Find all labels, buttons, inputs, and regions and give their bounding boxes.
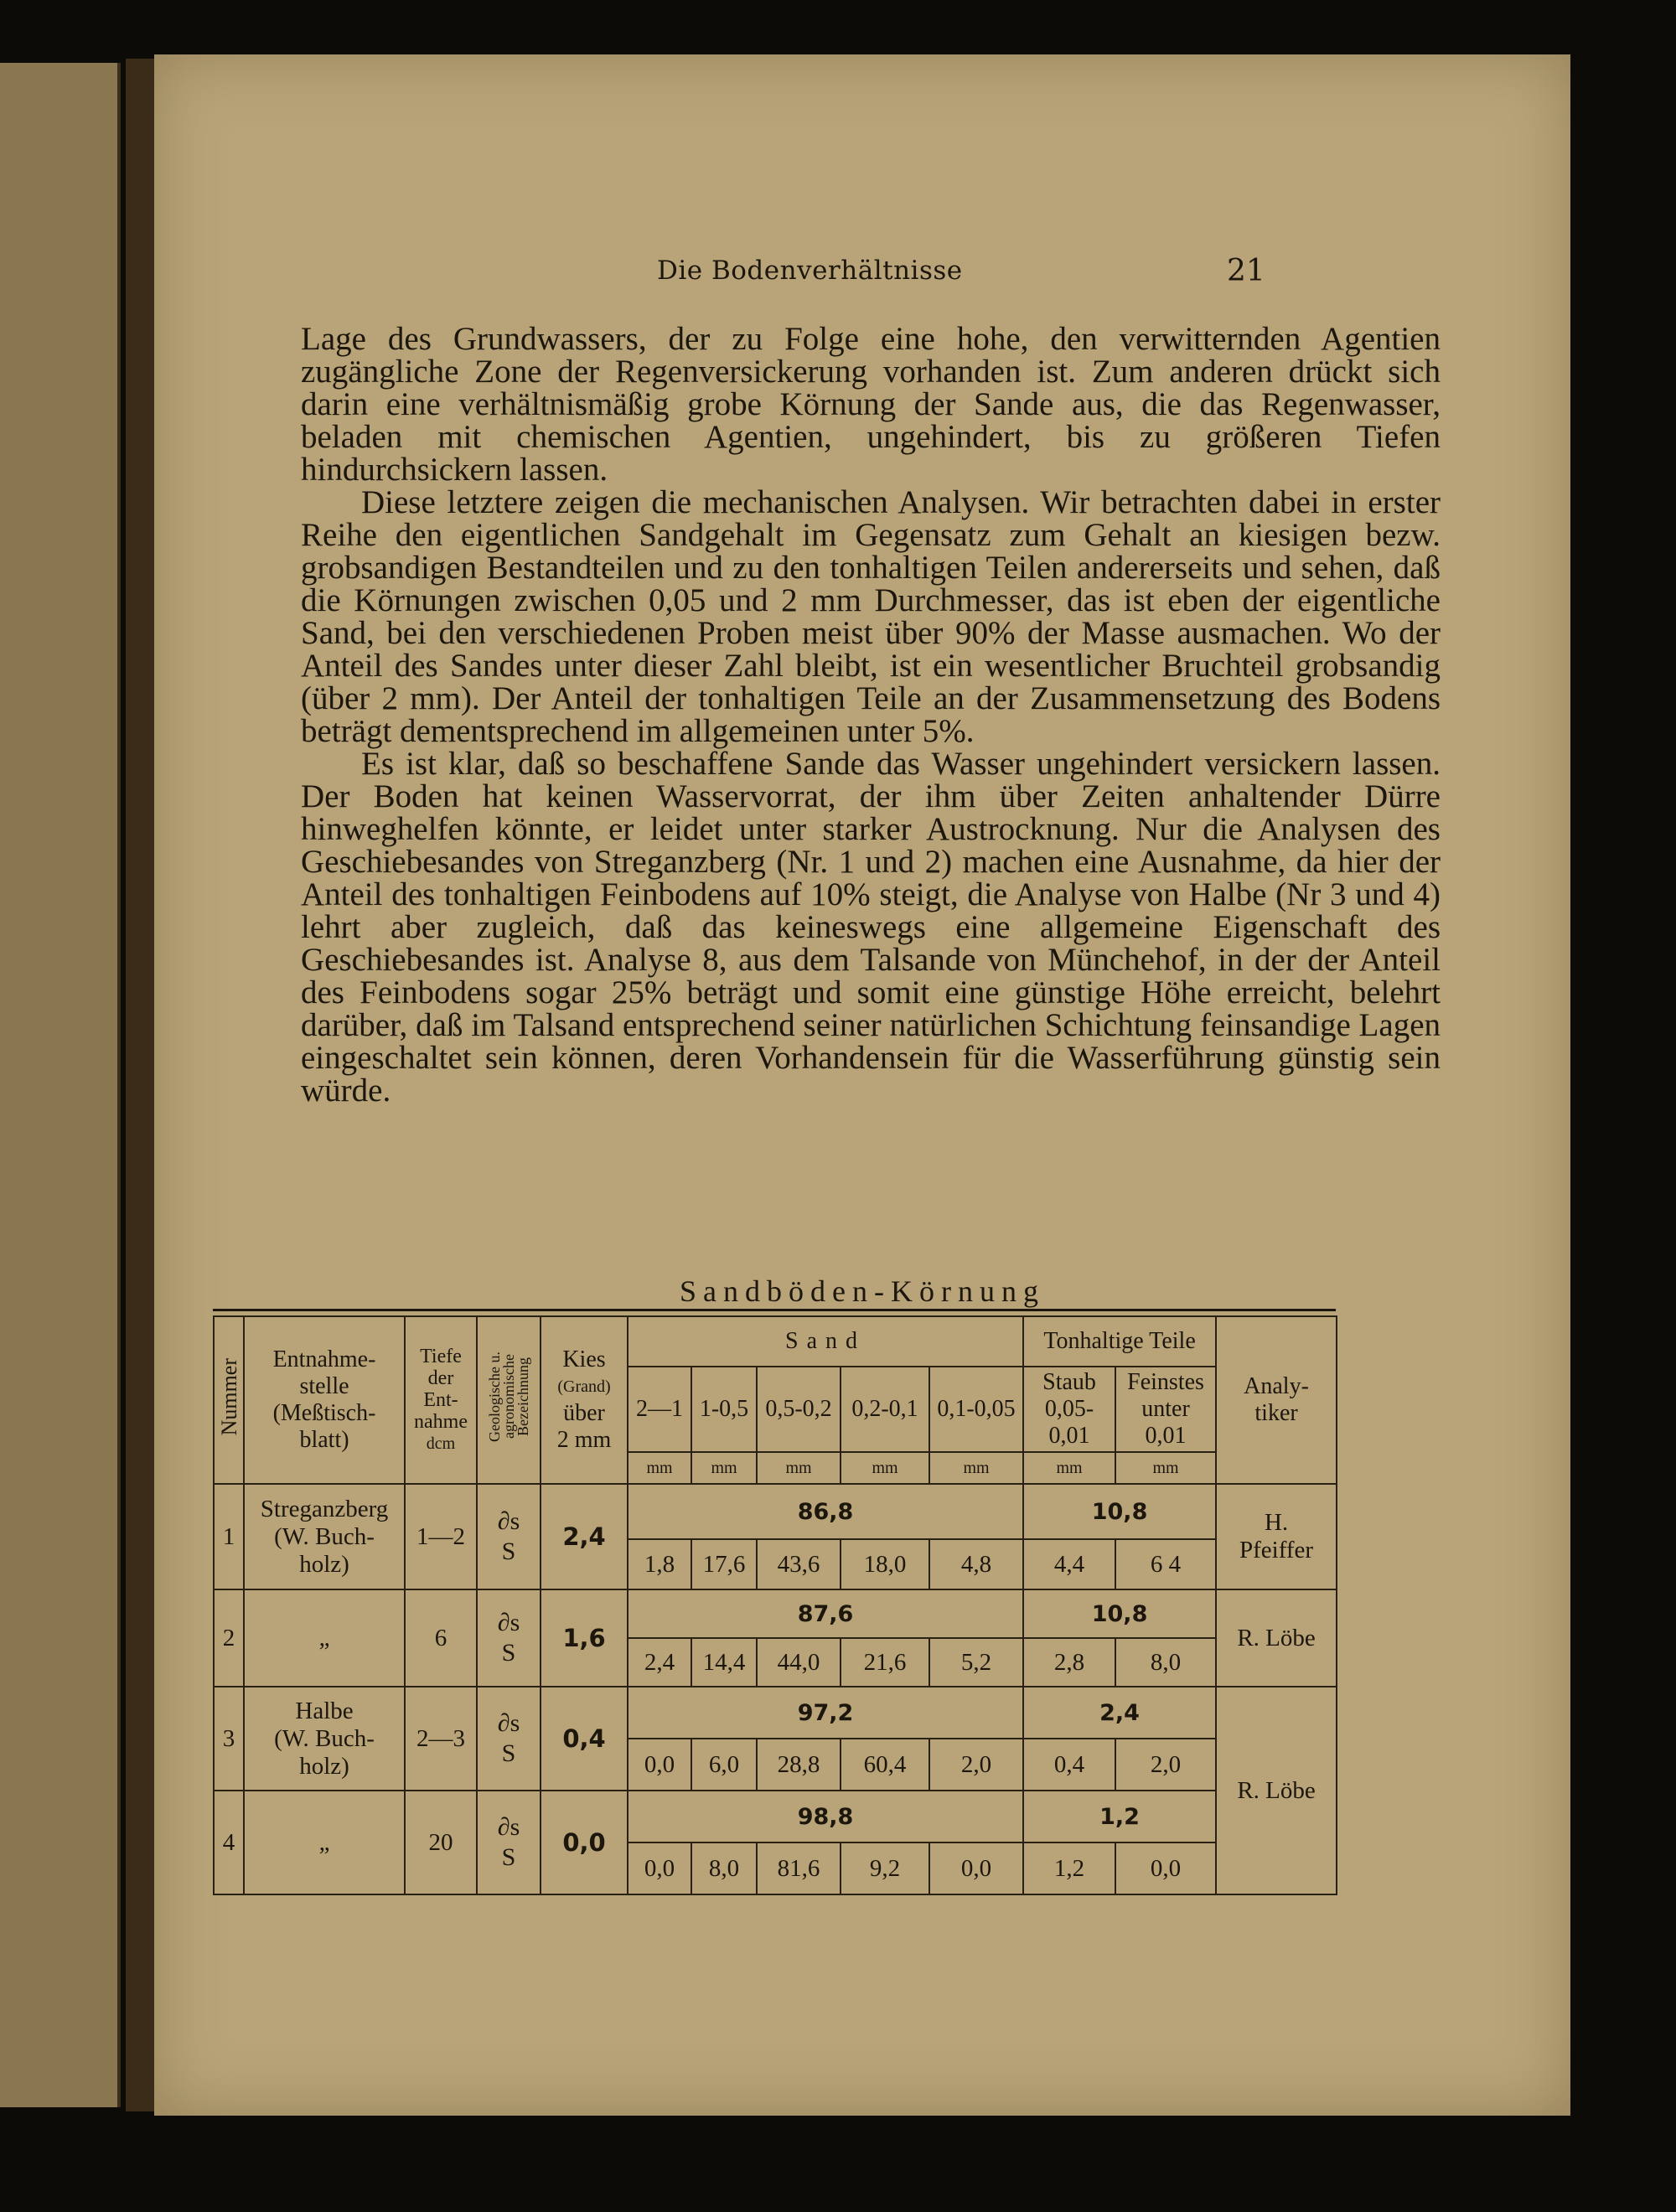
sand-value: 8,0 [691,1842,757,1894]
sand-value: 14,4 [691,1638,757,1687]
ton-total: 1,2 [1023,1791,1216,1842]
book-page [154,54,1570,2116]
sand-value: 18,0 [841,1539,929,1589]
sand-value: 0,0 [628,1842,691,1894]
grain-size-table [213,1315,1336,1895]
running-header [154,247,1570,297]
row-tiefe: 1—2 [405,1484,477,1589]
sand-value: 21,6 [841,1638,929,1687]
row-number: 1 [214,1484,244,1589]
row-geo: ∂s S [477,1687,541,1791]
row-kies: 2,4 [541,1484,628,1589]
ton-total: 2,4 [1023,1687,1216,1739]
ton-value: 1,2 [1023,1842,1115,1894]
row-number: 2 [214,1589,244,1687]
unit-mm: mm [757,1452,841,1484]
header-kies: Kies (Grand) über 2 mm [541,1316,628,1484]
header-analytiker: Analy- tiker [1216,1316,1337,1484]
table-title: Sandböden-Körnung [680,1274,1045,1308]
header-entnahmestelle: Entnahme- stelle (Meßtisch- blatt) [244,1316,405,1484]
sand-value: 2,0 [929,1739,1023,1791]
sand-total: 97,2 [628,1687,1023,1739]
table-row [214,1687,1337,1739]
header-staub: Staub 0,05-0,01 [1023,1367,1115,1452]
ton-value: 8,0 [1115,1638,1216,1687]
row-analytiker: H. Pfeiffer [1216,1484,1337,1589]
header-feinstes: Feinstes unter 0,01 [1115,1367,1216,1452]
ton-value: 6 4 [1115,1539,1216,1589]
row-stelle: „ [244,1589,405,1687]
row-stelle: Streganzberg (W. Buch- holz) [244,1484,405,1589]
sand-value: 1,8 [628,1539,691,1589]
row-number: 4 [214,1791,244,1894]
row-number: 3 [214,1687,244,1791]
body-text [301,323,1441,1107]
unit-mm: mm [841,1452,929,1484]
sand-value: 81,6 [757,1842,841,1894]
row-kies: 1,6 [541,1589,628,1687]
ton-total: 10,8 [1023,1589,1216,1638]
sand-total: 86,8 [628,1484,1023,1539]
row-tiefe: 6 [405,1589,477,1687]
row-stelle: Halbe (W. Buch- holz) [244,1687,405,1791]
row-kies: 0,4 [541,1687,628,1791]
row-stelle: „ [244,1791,405,1894]
header-sand-col: 0,5-0,2 [757,1367,841,1452]
paragraph: Lage des Grundwassers, der zu Folge eine hohe, den verwitternden Agentien zugängliche Zone der Regenversickerung vorhanden ist. Zum anderen drückt sich darin eine verhältnismäßig grobe Körnung der Sande aus, die das Regenwasser, beladen mit chemischen Agentien, ungehindert, bis zu größeren Tiefen hindurchsickern lassen. [301,321,1441,488]
left-page-edge [0,63,121,2107]
header-sand-col: 2—1 [628,1367,691,1452]
table-row [214,1791,1337,1842]
table-row [214,1589,1337,1638]
sand-value: 17,6 [691,1539,757,1589]
unit-mm: mm [1115,1452,1216,1484]
sand-total: 98,8 [628,1791,1023,1842]
header-nummer: Nummer [214,1316,244,1484]
ton-value: 0,0 [1115,1842,1216,1894]
sand-value: 43,6 [757,1539,841,1589]
unit-mm: mm [1023,1452,1115,1484]
sand-value: 2,4 [628,1638,691,1687]
sand-value: 44,0 [757,1638,841,1687]
ton-value: 2,0 [1115,1739,1216,1791]
header-bezeichnung: Geologische u. agronomische Bezeichnung [477,1316,541,1484]
sand-value: 60,4 [841,1739,929,1791]
paragraph: Diese letztere zeigen die mechanischen Analysen. Wir betrachten dabei in erster Reihe den eigentlichen Sandgehalt im Gegensatz zum Gehalt an kiesigen bezw. grobsandigen Bestandteilen und zu den tonhaltigen Teilen andererseits und sehen, daß die Körnungen zwischen 0,05 und 2 mm Durchmesser, das ist eben der eigentliche Sand, bei den verschiedenen Proben meist über 90% der Masse ausmachen. Wo der Anteil des Sandes unter dieser Zahl bleibt, ist ein wesentlicher Bruchteil grobsandig (über 2 mm). Der Anteil der tonhaltigen Teile an der Zusammensetzung des Bodens beträgt dementsprechend im allgemeinen unter 5%. [301,484,1441,749]
row-tiefe: 20 [405,1791,477,1894]
page-number: 21 [1227,254,1265,288]
row-geo: ∂s S [477,1484,541,1589]
running-title: Die Bodenverhältnisse [657,256,963,286]
sand-total: 87,6 [628,1589,1023,1638]
sand-value: 9,2 [841,1842,929,1894]
row-analytiker: R. Löbe [1216,1687,1337,1894]
sand-value: 0,0 [628,1739,691,1791]
sand-value: 28,8 [757,1739,841,1791]
header-tonhaltige-teile: Tonhaltige Teile [1023,1316,1216,1367]
ton-value: 0,4 [1023,1739,1115,1791]
sand-value: 4,8 [929,1539,1023,1589]
row-geo: ∂s S [477,1589,541,1687]
unit-mm: mm [691,1452,757,1484]
header-sand-col: 0,1-0,05 [929,1367,1023,1452]
row-tiefe: 2—3 [405,1687,477,1791]
unit-mm: mm [628,1452,691,1484]
paragraph: Es ist klar, daß so beschaffene Sande das Wasser ungehindert versickern lassen. Der Boden hat keinen Wasservorrat, der ihm über Zeiten anhaltender Dürre hinweghelfen könnte, er leidet unter starker Austrocknung. Nur die Analysen des Geschiebesandes von Streganzberg (Nr. 1 und 2) machen eine Ausnahme, da hier der Anteil des tonhaltigen Feinbodens auf 10% steigt, die Analyse von Halbe (Nr 3 und 4) lehrt aber zugleich, daß das keineswegs eine allgemeine Eigenschaft des Geschiebesandes ist. Analyse 8, aus dem Talsande von Münchehof, in der der Anteil des Feinbodens sogar 25% beträgt und somit eine günstige Höhe erreicht, belehrt darüber, daß im Talsand entsprechend seiner natürlichen Schichtung feinsandige Lagen eingeschaltet sein können, deren Vorhandensein für die Wasserführung günstig sein würde. [301,746,1441,1109]
header-sand-col: 0,2-0,1 [841,1367,929,1452]
row-kies: 0,0 [541,1791,628,1894]
ton-value: 4,4 [1023,1539,1115,1589]
header-sand: Sand [628,1316,1023,1367]
header-tiefe: Tiefe der Ent- nahme dcm [405,1316,477,1484]
header-sand-col: 1-0,5 [691,1367,757,1452]
ton-value: 2,8 [1023,1638,1115,1687]
unit-mm: mm [929,1452,1023,1484]
sand-value: 5,2 [929,1638,1023,1687]
sand-value: 0,0 [929,1842,1023,1894]
ton-total: 10,8 [1023,1484,1216,1539]
table-top-rule [213,1309,1336,1311]
sand-value: 6,0 [691,1739,757,1791]
table-row [214,1484,1337,1539]
row-geo: ∂s S [477,1791,541,1894]
row-analytiker: R. Löbe [1216,1589,1337,1687]
book-spine [126,59,154,2111]
